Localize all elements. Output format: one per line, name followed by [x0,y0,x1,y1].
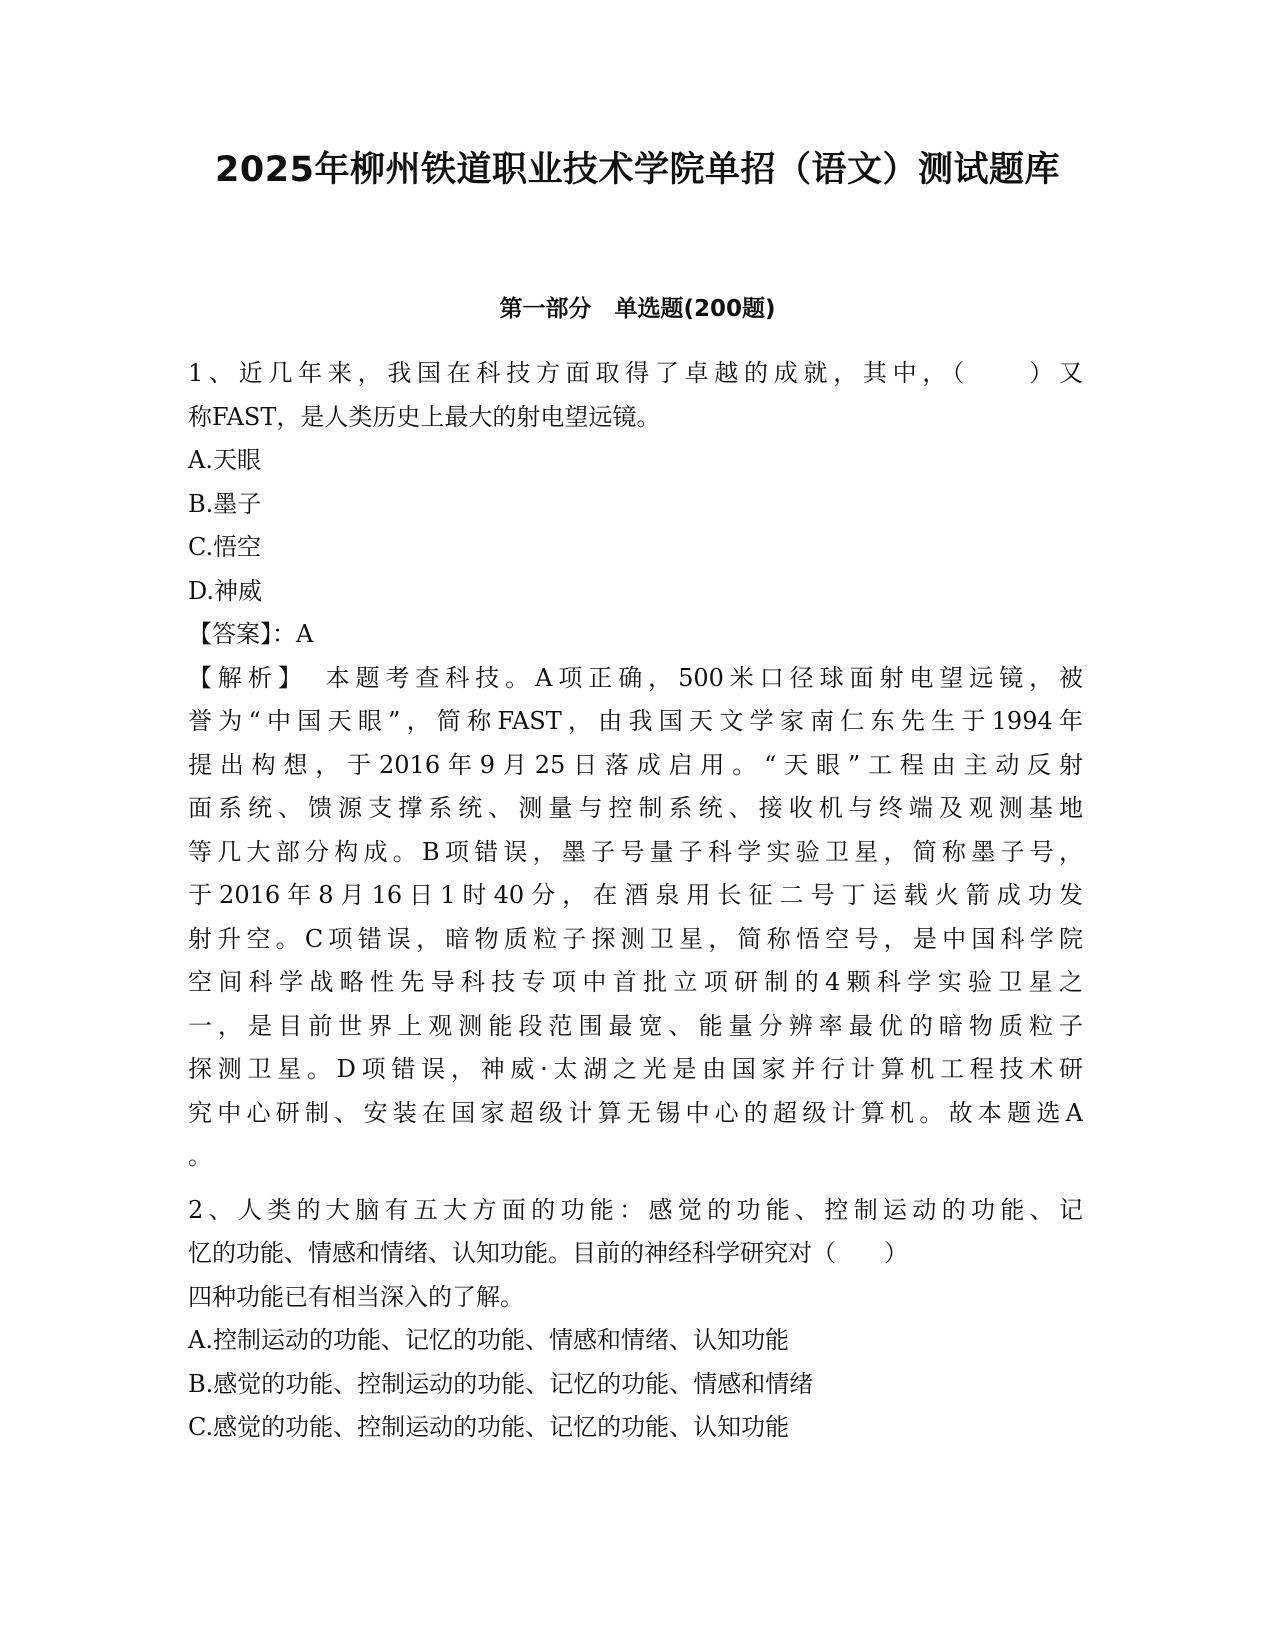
question-1-analysis-line-4: 面系统、馈源支撑系统、测量与控制系统、接收机与终端及观测基地 [188,794,1083,822]
question-2-stem-line-1: 2、人类的大脑有五大方面的功能：感觉的功能、控制运动的功能、记 [188,1195,1083,1224]
question-1-option-a: A.天眼 [188,446,261,474]
question-1 [188,352,1083,1179]
question-1-analysis-line-3: 提出构想，于2016年9月25日落成启用。“天眼”工程由主动反射 [188,750,1083,779]
question-1-analysis-line-5: 等几大部分构成。B项错误，墨子号量子科学实验卫星，简称墨子号， [188,837,1083,866]
question-2-option-b: B.感觉的功能、控制运动的功能、记忆的功能、情感和情绪 [188,1369,814,1398]
question-1-analysis-line-9: 一，是目前世界上观测能段范围最宽、能量分辨率最优的暗物质粒子 [188,1011,1083,1040]
question-1-option-b: B.墨子 [188,489,262,518]
question-1-analysis-line-7: 射升空。C项错误，暗物质粒子探测卫星，简称悟空号，是中国科学院 [188,924,1083,953]
question-1-analysis-line-2: 誉为“中国天眼”，简称FAST，由我国天文学家南仁东先生于1994年 [188,707,1083,735]
question-2 [188,1189,1083,1450]
question-2-option-c: C.感觉的功能、控制运动的功能、记忆的功能、认知功能 [188,1413,790,1441]
question-1-analysis-line-6: 于2016年8月16日1时40分，在酒泉用长征二号丁运载火箭成功发 [188,881,1083,909]
question-1-answer: 【答案】：A [188,620,314,648]
document-title: 2025年柳州铁道职业技术学院单招（语文）测试题库 [215,150,1060,190]
question-1-analysis-line-8: 空间科学战略性先导科技专项中首批立项研制的4颗科学实验卫星之 [188,968,1083,996]
question-1-analysis-line-1: 【解析】 本题考查科技。A项正确，500米口径球面射电望远镜，被 [188,663,1083,692]
question-1-option-c: C.悟空 [188,533,262,561]
section-title: 第一部分 单选题(200题) [499,296,776,322]
question-1-option-d: D.神威 [188,576,263,605]
question-1-analysis-line-12: 。 [188,1142,212,1170]
question-1-analysis-line-11: 究中心研制、安装在国家超级计算无锡中心的超级计算机。故本题选A [188,1098,1083,1127]
question-spacer [188,1179,1083,1189]
question-2-option-a: A.控制运动的功能、记忆的功能、情感和情绪、认知功能 [188,1326,789,1354]
question-2-stem-line-2: 忆的功能、情感和情绪、认知功能。目前的神经科学研究对（ ） [188,1239,908,1267]
question-list [188,352,1083,1450]
question-1-analysis-line-10: 探测卫星。D项错误，神威·太湖之光是由国家并行计算机工程技术研 [188,1055,1083,1083]
question-1-stem-line-1: 1、近几年来，我国在科技方面取得了卓越的成就，其中，（ ）又 [188,359,1083,387]
question-2-stem-line-3: 四种功能已有相当深入的了解。 [188,1282,524,1311]
question-1-stem-line-2: 称FAST，是人类历史上最大的射电望远镜。 [188,402,661,431]
